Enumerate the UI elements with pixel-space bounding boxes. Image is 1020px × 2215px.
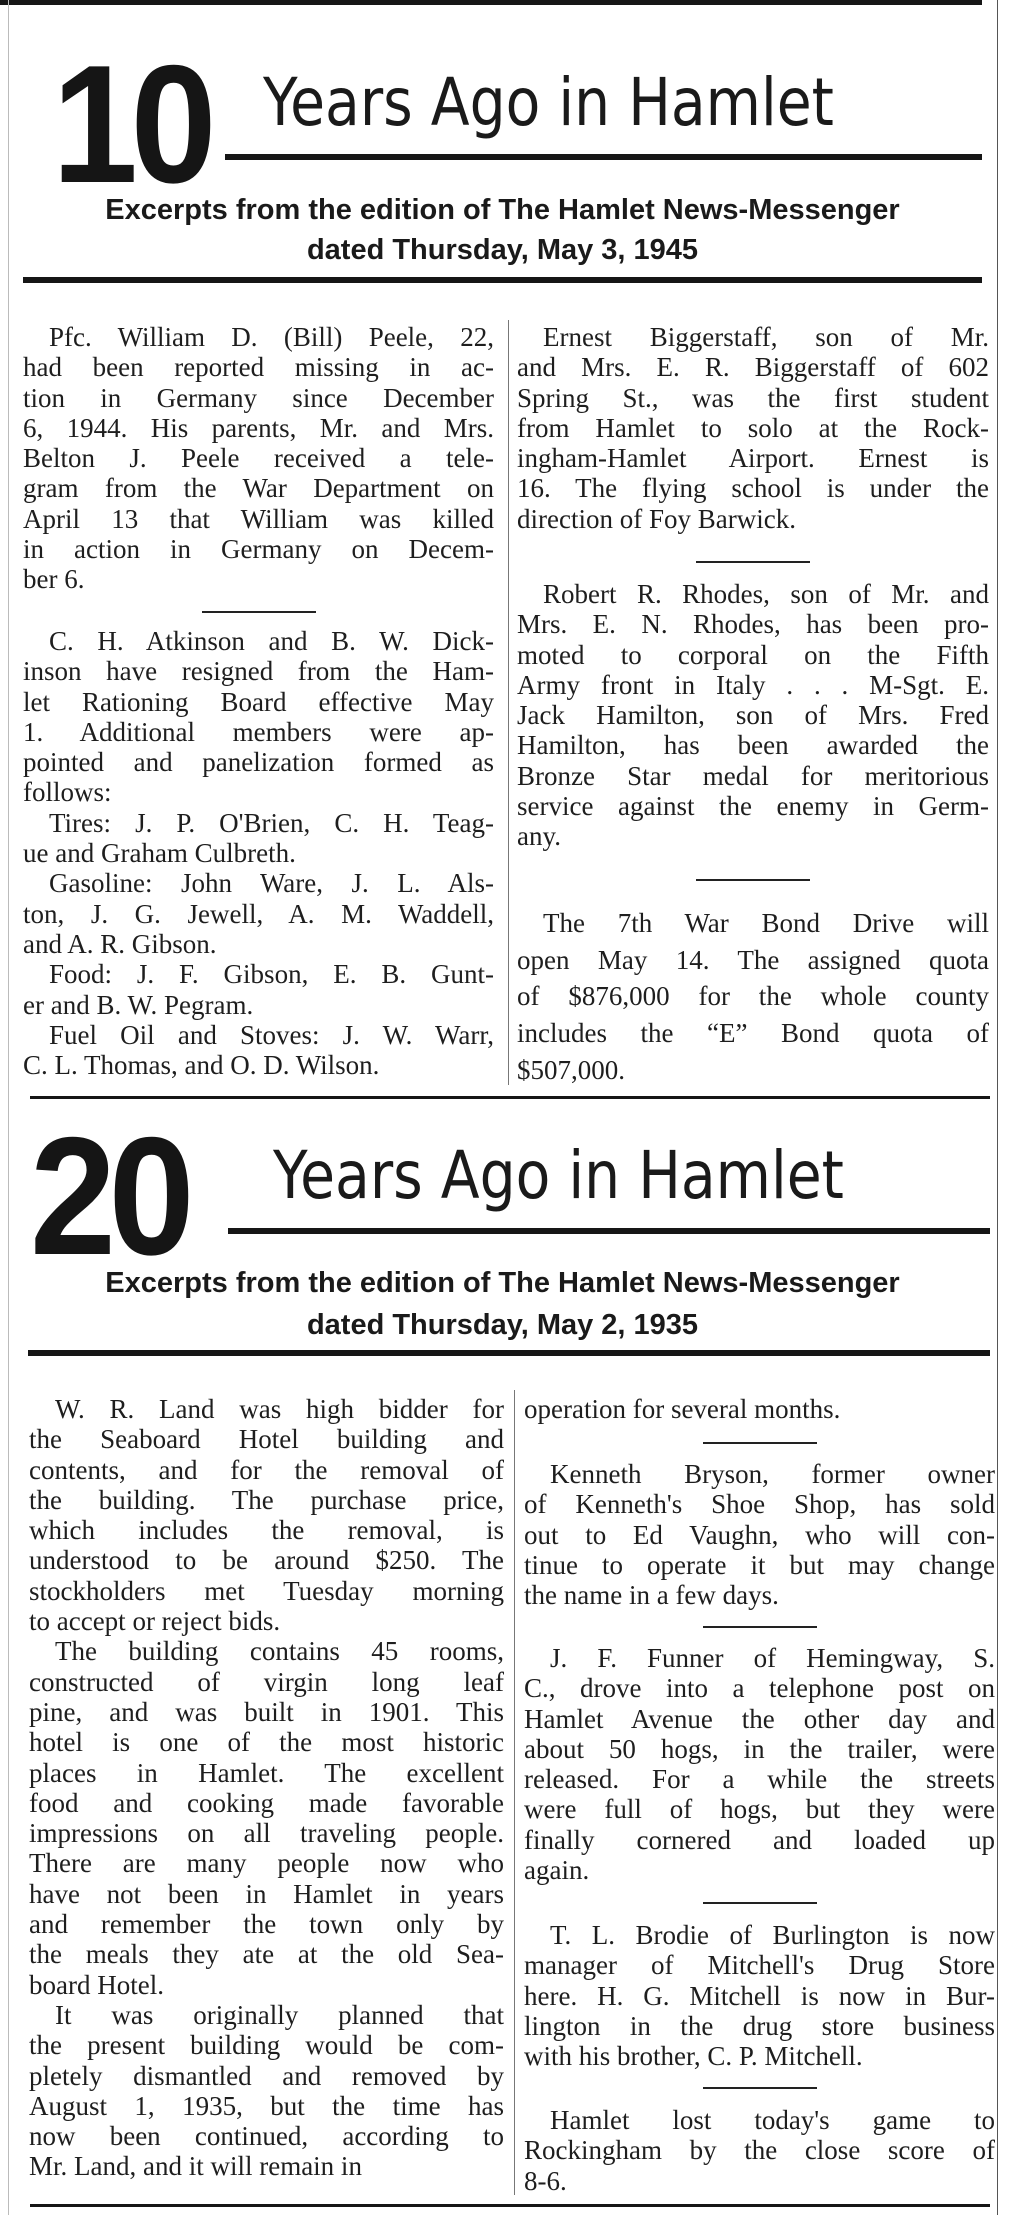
text-line: pletely dismantled and removed by (29, 2060, 504, 2091)
item-separator-rule (703, 1902, 817, 1904)
text-line: the present building would be com- (29, 2030, 504, 2061)
article-paragraph (23, 868, 494, 959)
text-line: Spring St., was the first student (517, 382, 989, 413)
text-line: with his brother, C. P. Mitchell. (524, 2041, 863, 2072)
bottom-rule (30, 2204, 990, 2207)
text-line: in action in Germany on Decem- (23, 534, 494, 565)
text-line: J. F. Funner of Hemingway, S. (550, 1643, 995, 1673)
header-thick-rule (23, 277, 982, 283)
text-line: Ernest Biggerstaff, son of Mr. (543, 322, 989, 352)
text-line: Bronze Star medal for meritorious (517, 760, 989, 791)
text-line: had been reported missing in ac- (23, 352, 494, 383)
section-title: Years Ago in Hamlet (273, 1137, 844, 1214)
text-line: inson have resigned from the Ham- (23, 656, 494, 687)
section-number: 10 (52, 30, 210, 218)
text-line: manager of Mitchell's Drug Store (524, 1950, 995, 1981)
text-line: Pfc. William D. (Bill) Peele, 22, (49, 322, 494, 352)
text-line: open May 14. The assigned quota (517, 944, 989, 975)
text-line: Rockingham by the close score of (524, 2135, 995, 2166)
item-separator-rule (703, 1442, 817, 1444)
text-line: It was originally planned that (55, 2000, 504, 2030)
text-line: C., drove into a telephone post on (524, 1673, 995, 1704)
text-line: pine, and was built in 1901. This (29, 1696, 504, 1727)
text-line: Belton J. Peele received a tele- (23, 443, 494, 474)
text-line: understood to be around $250. The (29, 1545, 504, 1576)
text-line: direction of Foy Barwick. (517, 503, 796, 534)
text-line: here. H. G. Mitchell is now in Bur- (524, 1980, 995, 2011)
text-line: operation for several months. (524, 1394, 841, 1424)
text-line: moted to corporal on the Fifth (517, 639, 989, 670)
text-line: follows: (23, 777, 112, 808)
text-line: and A. R. Gibson. (23, 928, 217, 959)
text-line: have not been in Hamlet in years (29, 1878, 504, 1909)
text-line: er and B. W. Pegram. (23, 989, 254, 1020)
text-line: $507,000. (517, 1054, 625, 1085)
article-paragraph (517, 322, 989, 534)
text-line: Hamlet Avenue the other day and (524, 1703, 995, 1734)
subtitle-edition: Excerpts from the edition of The Hamlet News-Messenger (105, 1267, 900, 1299)
article-paragraph (29, 2000, 504, 2182)
text-line: The 7th War Bond Drive will (543, 908, 989, 938)
text-line: the name in a few days. (524, 1580, 779, 1611)
item-separator-rule (703, 1626, 817, 1628)
text-line: constructed of virgin long leaf (29, 1666, 504, 1697)
text-line: again. (524, 1855, 590, 1886)
text-line: of Kenneth's Shoe Shop, has sold (524, 1489, 995, 1520)
text-line: tion in Germany since December (23, 382, 494, 413)
text-line: were full of hogs, but they were (524, 1794, 995, 1825)
text-line: The building contains 45 rooms, (55, 1636, 504, 1667)
header-thick-rule (28, 1350, 990, 1356)
text-line: and remember the town only by (29, 1909, 504, 1940)
article-paragraph (517, 579, 989, 852)
text-line: ue and Graham Culbreth. (23, 838, 296, 869)
section-title: Years Ago in Hamlet (263, 64, 834, 141)
text-line: C. L. Thomas, and O. D. Wilson. (23, 1050, 380, 1081)
subtitle-date: dated Thursday, May 2, 1935 (306, 1309, 699, 1341)
item-separator-rule (202, 611, 316, 613)
text-line: There are many people now who (29, 1848, 504, 1879)
text-line: April 13 that William was killed (23, 503, 494, 534)
section-divider-rule (30, 1096, 990, 1099)
subtitle-edition: Excerpts from the edition of The Hamlet News-Messenger (105, 194, 900, 226)
text-line: Hamlet lost today's game to (550, 2105, 995, 2135)
text-line: Hamilton, has been awarded the (517, 730, 989, 761)
article-paragraph (29, 1636, 504, 2000)
text-line: impressions on all traveling people. (29, 1818, 504, 1849)
article-paragraph (524, 1643, 995, 1885)
article-paragraph (23, 1020, 494, 1081)
text-line: Robert R. Rhodes, son of Mr. and (543, 579, 989, 609)
text-line: any. (517, 821, 561, 852)
article-paragraph (23, 808, 494, 869)
text-line: food and cooking made favorable (29, 1787, 504, 1818)
text-line: the Seaboard Hotel building and (29, 1424, 504, 1455)
text-line: about 50 hogs, in the trailer, were (524, 1733, 995, 1764)
text-line: 8-6. (524, 2165, 567, 2196)
text-line: now been continued, according to (29, 2121, 504, 2152)
article-paragraph (524, 1920, 995, 2071)
text-line: of $876,000 for the whole county (517, 981, 989, 1012)
page-right-border (997, 0, 998, 2215)
text-line: gram from the War Department on (23, 473, 494, 504)
text-line: out to Ed Vaughn, who will con- (524, 1519, 995, 1550)
text-line: Food: J. F. Gibson, E. B. Gunt- (49, 959, 494, 990)
article-paragraph (524, 2105, 995, 2196)
article-paragraph (23, 959, 494, 1020)
top-border-rule (0, 0, 982, 5)
article-paragraph (517, 905, 989, 1088)
text-line: stockholders met Tuesday morning (29, 1575, 504, 1606)
text-line: pointed and panelization formed as (23, 747, 494, 778)
section-number: 20 (30, 1102, 188, 1290)
text-line: the building. The purchase price, (29, 1484, 504, 1515)
article-paragraph (524, 1394, 995, 1424)
text-line: Kenneth Bryson, former owner (550, 1459, 995, 1489)
text-line: Army front in Italy . . . M-Sgt. E. (517, 669, 989, 700)
text-line: 1. Additional members were ap- (23, 716, 494, 747)
text-line: contents, and for the removal of (29, 1454, 504, 1485)
text-line: ton, J. G. Jewell, A. M. Waddell, (23, 898, 494, 929)
text-line: Tires: J. P. O'Brien, C. H. Teag- (49, 807, 494, 838)
text-line: hotel is one of the most historic (29, 1727, 504, 1758)
text-line: and Mrs. E. R. Biggerstaff of 602 (517, 352, 989, 383)
text-line: let Rationing Board effective May (23, 686, 494, 717)
page-left-border (8, 0, 9, 2215)
text-line: Mr. Land, and it will remain in (29, 2151, 362, 2182)
text-line: released. For a while the streets (524, 1764, 995, 1795)
article-paragraph (524, 1459, 995, 1610)
text-line: board Hotel. (29, 1969, 164, 2000)
text-line: C. H. Atkinson and B. W. Dick- (49, 626, 494, 656)
item-separator-rule (696, 561, 810, 563)
text-line: W. R. Land was high bidder for (55, 1394, 504, 1424)
text-line: ingham-Hamlet Airport. Ernest is (517, 443, 989, 474)
text-line: Jack Hamilton, son of Mrs. Fred (517, 700, 989, 731)
article-paragraph (29, 1394, 504, 1636)
text-line: ber 6. (23, 564, 85, 595)
text-line: August 1, 1935, but the time has (29, 2090, 504, 2121)
item-separator-rule (696, 879, 810, 881)
title-underline (225, 154, 982, 160)
text-line: service against the enemy in Germ- (517, 791, 989, 822)
text-line: T. L. Brodie of Burlington is now (550, 1920, 995, 1950)
text-line: the meals they ate at the old Sea- (29, 1939, 504, 1970)
text-line: to accept or reject bids. (29, 1606, 281, 1637)
text-line: from Hamlet to solo at the Rock- (517, 412, 989, 443)
article-paragraph (23, 322, 494, 595)
text-line: lington in the drug store business (524, 2010, 995, 2041)
text-line: Fuel Oil and Stoves: J. W. Warr, (49, 1019, 494, 1050)
text-line: tinue to operate it but may change (524, 1549, 995, 1580)
article-paragraph (23, 626, 494, 808)
text-line: which includes the removal, is (29, 1515, 504, 1546)
column-divider (514, 1390, 515, 2195)
title-underline (228, 1228, 990, 1234)
text-line: 16. The flying school is under the (517, 473, 989, 504)
column-divider (508, 320, 509, 1085)
text-line: Gasoline: John Ware, J. L. Als- (49, 868, 494, 899)
text-line: 6, 1944. His parents, Mr. and Mrs. (23, 412, 494, 443)
text-line: Mrs. E. N. Rhodes, has been pro- (517, 609, 989, 640)
text-line: finally cornered and loaded up (524, 1824, 995, 1855)
item-separator-rule (703, 2087, 817, 2089)
subtitle-date: dated Thursday, May 3, 1945 (306, 234, 699, 266)
text-line: places in Hamlet. The excellent (29, 1757, 504, 1788)
text-line: includes the “E” Bond quota of (517, 1018, 989, 1049)
